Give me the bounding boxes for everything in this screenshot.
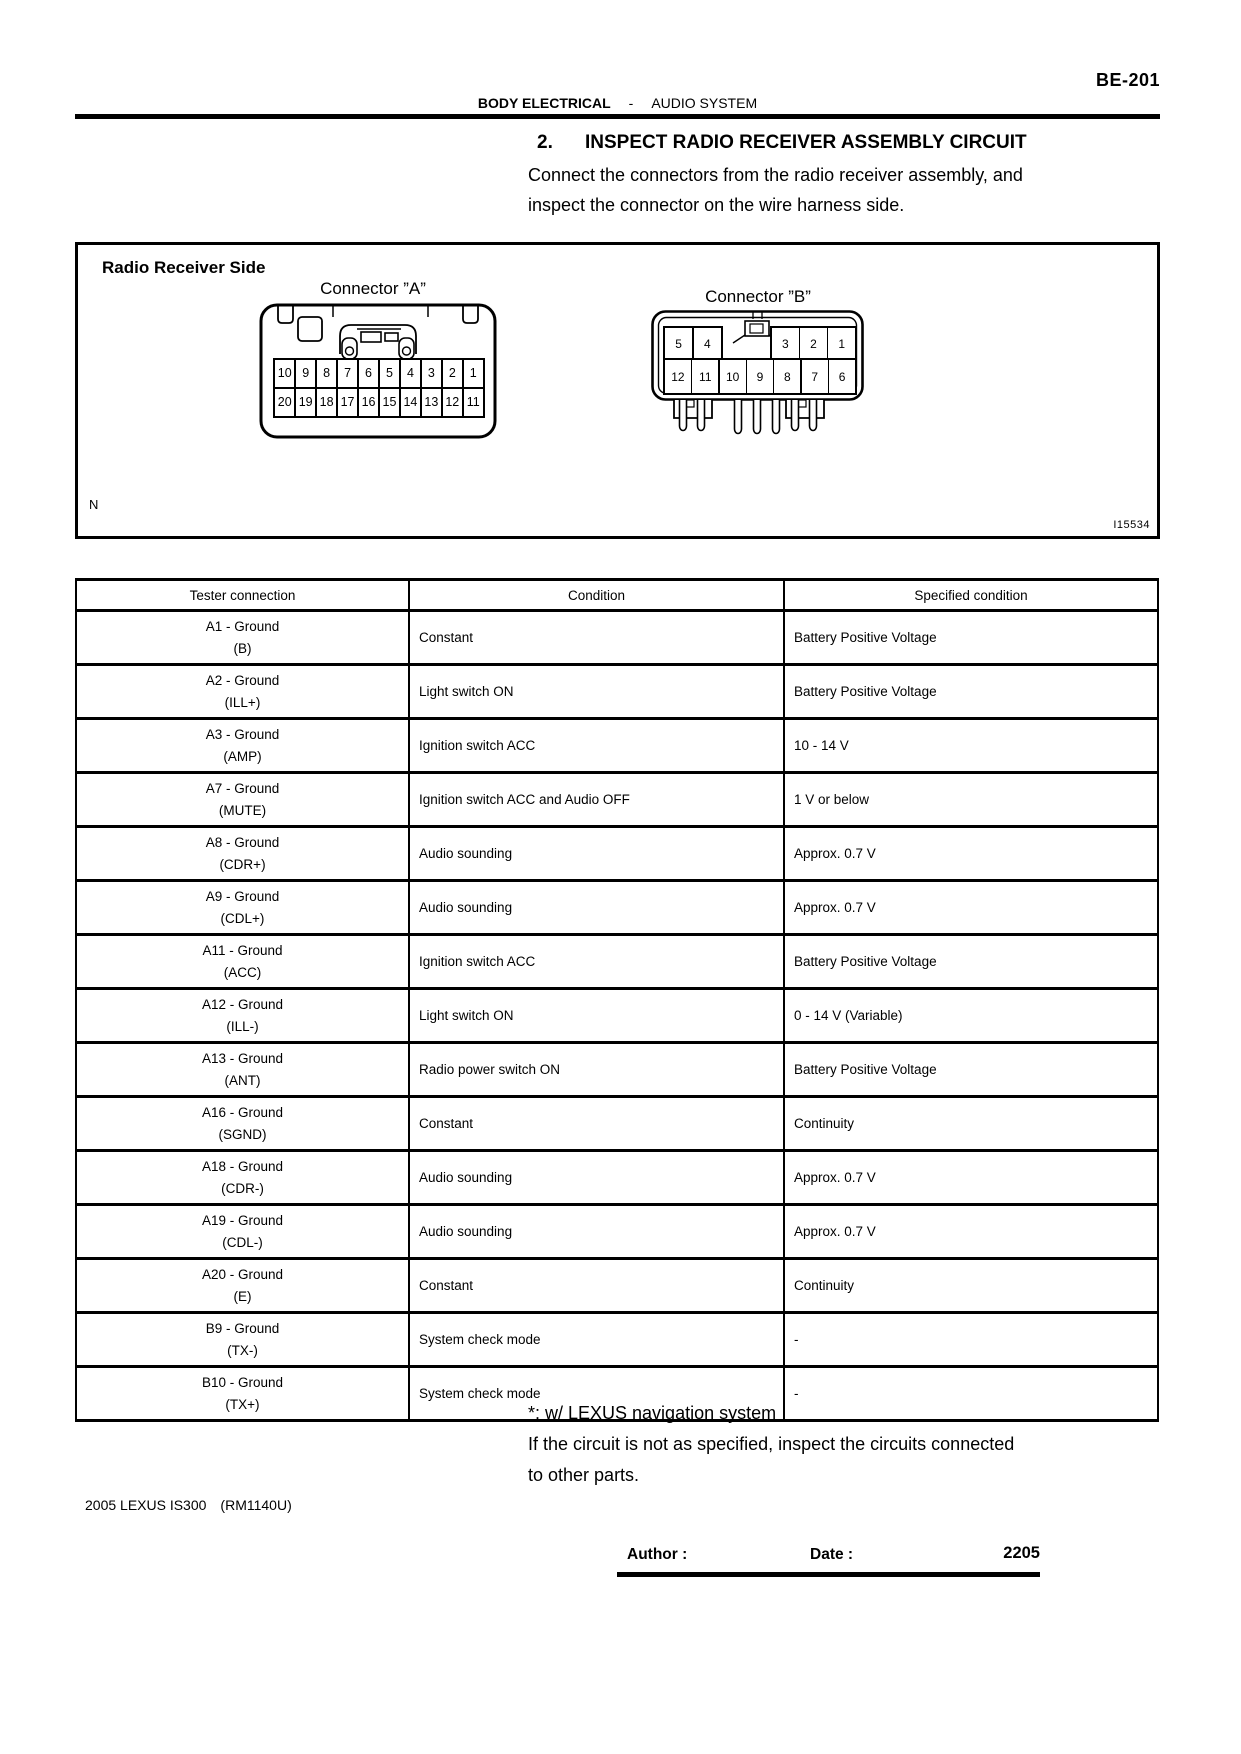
tester-connection-cell: A3 - Ground (AMP)	[76, 719, 409, 773]
pin-number: 15	[380, 389, 399, 416]
connector-b-label: Connector ”B”	[705, 287, 811, 306]
condition-cell: System check mode	[409, 1313, 784, 1367]
footer-divider	[617, 1572, 1040, 1577]
specified-condition-cell: Battery Positive Voltage	[784, 935, 1158, 989]
tester-connection-cell: A20 - Ground (E)	[76, 1259, 409, 1313]
footer-model-text: 2005 LEXUS IS300	[85, 1497, 207, 1513]
pin-number: 10	[720, 360, 746, 393]
condition-cell: Ignition switch ACC and Audio OFF	[409, 773, 784, 827]
table-row	[76, 719, 1158, 773]
specified-condition-cell: Battery Positive Voltage	[784, 665, 1158, 719]
table-row	[76, 665, 1158, 719]
pin-number: 2	[800, 328, 827, 360]
condition-cell: Audio sounding	[409, 1151, 784, 1205]
pin-number: 17	[338, 389, 357, 416]
table-row	[76, 935, 1158, 989]
table-row	[76, 1151, 1158, 1205]
table-row	[76, 1043, 1158, 1097]
tester-connection-cell: A9 - Ground (CDL+)	[76, 881, 409, 935]
connector-b-pin-grid-top-left	[663, 326, 723, 362]
tester-connection-cell: B10 - Ground (TX+)	[76, 1367, 409, 1421]
pin-number: 18	[317, 389, 336, 416]
header-specified-condition: Specified condition	[784, 580, 1158, 611]
footer-page-number: 2205	[1003, 1544, 1040, 1562]
spec-table	[75, 578, 1159, 1422]
tester-connection-cell: A13 - Ground (ANT)	[76, 1043, 409, 1097]
specified-condition-cell: 10 - 14 V	[784, 719, 1158, 773]
tester-connection-cell: A8 - Ground (CDR+)	[76, 827, 409, 881]
figure-title: Radio Receiver Side	[102, 258, 266, 277]
specified-condition-cell: 0 - 14 V (Variable)	[784, 989, 1158, 1043]
step-title: INSPECT RADIO RECEIVER ASSEMBLY CIRCUIT	[585, 132, 1027, 153]
pin-number: 9	[747, 360, 773, 393]
figure-id: I15534	[1113, 519, 1150, 531]
specified-condition-cell: -	[784, 1367, 1158, 1421]
footnotes	[528, 1398, 1168, 1491]
tester-connection-cell: A16 - Ground (SGND)	[76, 1097, 409, 1151]
table-row	[76, 827, 1158, 881]
pin-number: 7	[338, 360, 357, 387]
specified-condition-cell: Approx. 0.7 V	[784, 881, 1158, 935]
footer-author-label: Author :	[627, 1546, 688, 1563]
tester-connection-cell: A7 - Ground (MUTE)	[76, 773, 409, 827]
footer-model	[85, 1497, 292, 1513]
connector-b-pin-grid-bottom	[663, 358, 857, 395]
condition-cell: Constant	[409, 1259, 784, 1313]
pin-number: 10	[275, 360, 294, 387]
running-header	[75, 95, 1160, 111]
pin-number: 8	[774, 360, 800, 393]
condition-cell: Radio power switch ON	[409, 1043, 784, 1097]
header-divider	[75, 114, 1160, 119]
pin-number: 16	[359, 389, 378, 416]
table-row	[76, 1097, 1158, 1151]
condition-cell: Audio sounding	[409, 881, 784, 935]
pin-number: 8	[317, 360, 336, 387]
pin-number: 3	[422, 360, 441, 387]
specified-condition-cell: Continuity	[784, 1259, 1158, 1313]
footer-date-label: Date :	[810, 1546, 854, 1563]
pin-number: 6	[829, 360, 855, 393]
specified-condition-cell: Battery Positive Voltage	[784, 611, 1158, 665]
step-number: 2.	[537, 132, 553, 153]
tester-connection-cell: B9 - Ground (TX-)	[76, 1313, 409, 1367]
pin-number: 5	[380, 360, 399, 387]
table-row	[76, 989, 1158, 1043]
condition-cell: Constant	[409, 1097, 784, 1151]
tester-connection-cell: A19 - Ground (CDL-)	[76, 1205, 409, 1259]
header-subsection: AUDIO SYSTEM	[651, 95, 758, 111]
tester-connection-cell: A1 - Ground (B)	[76, 611, 409, 665]
header-section: BODY ELECTRICAL	[477, 95, 611, 111]
pin-number: 4	[694, 328, 721, 360]
pin-number: 1	[464, 360, 483, 387]
tester-connection-cell: A12 - Ground (ILL-)	[76, 989, 409, 1043]
connector-b-diagram	[650, 309, 865, 441]
pin-number: 14	[401, 389, 420, 416]
condition-cell: System check mode	[409, 1367, 784, 1421]
figure-box	[75, 242, 1160, 539]
condition-cell: Audio sounding	[409, 1205, 784, 1259]
pin-number: 4	[401, 360, 420, 387]
pin-number: 11	[692, 360, 718, 393]
condition-cell: Constant	[409, 611, 784, 665]
table-row	[76, 1259, 1158, 1313]
table-row	[76, 773, 1158, 827]
footnote-line: to other parts.	[528, 1465, 640, 1485]
footnote-line: *: w/ LEXUS navigation system	[528, 1403, 777, 1423]
header-condition: Condition	[409, 580, 784, 611]
condition-cell: Light switch ON	[409, 665, 784, 719]
tester-connection-cell: A2 - Ground (ILL+)	[76, 665, 409, 719]
connector-b-pin-grid-top-right	[770, 326, 857, 362]
footnote-line: If the circuit is not as specified, inspect the circuits connected	[528, 1434, 1015, 1454]
page-code: BE-201	[1095, 70, 1160, 90]
pin-number: 13	[422, 389, 441, 416]
pin-number: 3	[772, 328, 799, 360]
connector-a-label: Connector ”A”	[320, 279, 426, 298]
specified-condition-cell: Approx. 0.7 V	[784, 1151, 1158, 1205]
step-body	[528, 160, 1168, 220]
table-row	[76, 1313, 1158, 1367]
condition-cell: Audio sounding	[409, 827, 784, 881]
pin-number: 11	[464, 389, 483, 416]
tester-connection-cell: A18 - Ground (CDR-)	[76, 1151, 409, 1205]
specified-condition-cell: Battery Positive Voltage	[784, 1043, 1158, 1097]
connector-a-pin-grid	[273, 358, 485, 418]
specified-condition-cell: Approx. 0.7 V	[784, 1205, 1158, 1259]
condition-cell: Ignition switch ACC	[409, 935, 784, 989]
pin-number: 19	[296, 389, 315, 416]
pin-number: 9	[296, 360, 315, 387]
specified-condition-cell: -	[784, 1313, 1158, 1367]
figure-note-n: N	[89, 497, 99, 512]
table-row	[76, 881, 1158, 935]
tester-connection-cell: A11 - Ground (ACC)	[76, 935, 409, 989]
table-row	[76, 611, 1158, 665]
specified-condition-cell: 1 V or below	[784, 773, 1158, 827]
specified-condition-cell: Continuity	[784, 1097, 1158, 1151]
pin-number: 12	[665, 360, 691, 393]
pin-number: 7	[802, 360, 828, 393]
specified-condition-cell: Approx. 0.7 V	[784, 827, 1158, 881]
step-body-line: inspect the connector on the wire harness side.	[528, 195, 905, 215]
table-row	[76, 1205, 1158, 1259]
connector-a-diagram	[258, 302, 498, 440]
pin-number: 12	[443, 389, 462, 416]
pin-number: 5	[665, 328, 692, 360]
condition-cell: Light switch ON	[409, 989, 784, 1043]
pin-number: 1	[828, 328, 855, 360]
pin-number: 6	[359, 360, 378, 387]
step-body-line: Connect the connectors from the radio receiver assembly, and	[528, 165, 1023, 185]
table-header-row	[76, 580, 1158, 611]
header-tester-connection: Tester connection	[76, 580, 409, 611]
condition-cell: Ignition switch ACC	[409, 719, 784, 773]
footer-doc-code: (RM1140U)	[220, 1497, 292, 1513]
pin-number: 2	[443, 360, 462, 387]
pin-number: 20	[275, 389, 294, 416]
header-separator: -	[628, 95, 634, 111]
spec-table-body	[76, 611, 1158, 1421]
